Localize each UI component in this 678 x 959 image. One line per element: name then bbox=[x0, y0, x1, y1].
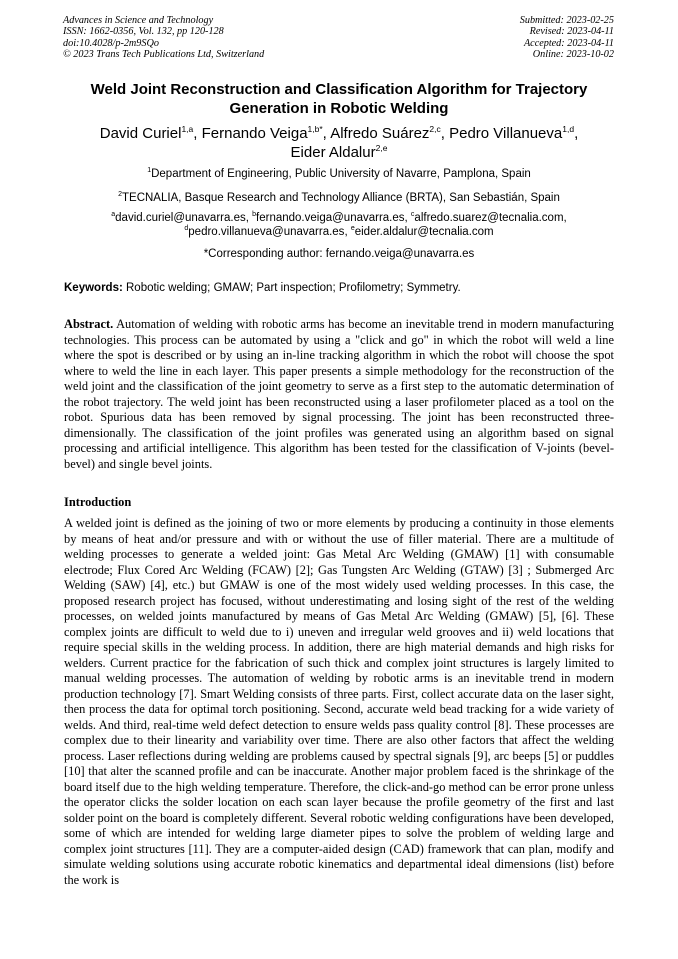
email-link[interactable]: eider.aldalur@tecnalia.com bbox=[354, 226, 494, 238]
doi-line: doi:10.4028/p-2m9SQo bbox=[63, 37, 159, 49]
paper-title: Weld Joint Reconstruction and Classification Algorithm for Trajectory Generation in Robotic Welding bbox=[90, 81, 588, 117]
author-name: Alfredo Suárez bbox=[330, 125, 430, 142]
email-mark: b bbox=[252, 211, 257, 219]
email-mark: a bbox=[111, 211, 116, 219]
abstract bbox=[64, 317, 614, 472]
section-heading-introduction: Introduction bbox=[64, 495, 132, 509]
author-separator: , bbox=[440, 125, 450, 142]
affiliation-2 bbox=[62, 191, 616, 205]
author-name: David Curiel bbox=[99, 125, 182, 142]
author-list bbox=[62, 124, 616, 162]
author-name: Fernando Veiga bbox=[201, 125, 308, 142]
journal-name: Advances in Science and Technology bbox=[63, 15, 214, 26]
submitted-date: Submitted: 2023-02-25 bbox=[519, 15, 614, 26]
email-link[interactable]: pedro.villanueva@unavarra.es bbox=[188, 226, 345, 238]
author-separator: , bbox=[322, 125, 331, 142]
accepted-date: Accepted: 2023-04-11 bbox=[523, 37, 614, 49]
author-affiliation-mark: 1,b* bbox=[307, 124, 323, 134]
affiliation-text: Department of Engineering, Public University of Navarre, Pamplona, Spain bbox=[151, 168, 531, 180]
author-separator: , bbox=[193, 125, 202, 142]
revised-date: Revised: 2023-04-11 bbox=[529, 26, 614, 38]
email-mark: c bbox=[410, 211, 415, 219]
author-affiliation-mark: 2,c bbox=[429, 124, 441, 134]
author-affiliation-mark: 1,a bbox=[181, 124, 194, 134]
publication-dates bbox=[520, 15, 614, 60]
copyright-line: © 2023 Trans Tech Publications Ltd, Switzerland bbox=[63, 48, 265, 60]
author-affiliation-mark: 1,d bbox=[562, 124, 575, 134]
keywords-line bbox=[64, 281, 614, 295]
abstract-text: Automation of welding with robotic arms has become an inevitable trend in modern manufacturing technologies. This process can be automated by using a "click and go" in which the robot will weld a line where the spot is described or by using an in-line tracking algorithm in which the robot will choose the spot where to weld the line in each layer. This paper presents a simple methodology for the reconstruction of the weld joint and the classification of the joint geometry to serve as a first step to the automatic determination of the robot trajectory. The weld joint has been reconstructed using a laser profilometer placed as a tool on the robot. Spurious data has been removed by signal processing. The joint has been reconstructed three-dimensionally. The classification of the joint profiles was generated using an algorithm based on signal processing and artificial intelligence. This algorithm has been tested for the classification of V-joints (bevel-bevel) and single bevel joints. bbox=[64, 317, 614, 471]
keywords-label: Keywords: bbox=[64, 282, 123, 294]
affiliation-1 bbox=[62, 167, 616, 181]
author-name: Pedro Villanueva bbox=[449, 125, 563, 142]
keywords-text: Robotic welding; GMAW; Part inspection; Profilometry; Symmetry. bbox=[126, 282, 461, 294]
author-name: Eider Aldalur bbox=[290, 144, 376, 161]
author-separator: , bbox=[574, 125, 579, 142]
introduction-body: A welded joint is defined as the joining of two or more elements by producing a continuity in those elements by means of heat and/or pressure and with or without the use of filler material. There are a multitude of welding processes to generate a welded joint: Gas Metal Arc Welding (GMAW) [1] with consumable electrode; Flux Cored Arc Welding (FCAW) [2]; Gas Tungsten Arc Welding (GTAW) [3] ; Submerged Arc Welding (SAW) [4], etc.) but GMAW is one of the most widely used welding processes. In this case, the proposed research project has focused, without underestimating and losing sight of the rest of the welding processes, on welded joints manufactured by means of Gas Metal Arc Welding (GMAW) [5], [6]. These complex joints are difficult to weld due to i) uneven and irregular weld grooves and ii) weld locations that require special skills in the welding process. In addition, there are high material demands and high risks for welders. Current practice for the fabrication of such thick and complex joint structures is largely limited to manual welding processes. The automation of welding by robotic arms is an inevitable trend in modern production technology [7]. Smart Welding consists of three parts. First, collect accurate data on the laser sight, then process the data for optimal torch positioning. Second, accurate weld bead tracking for a wide variety of welds. And third, real-time weld defect detection to ensure welds pass quality control [8]. These processes are complex due to their linearity and variability over time. There are also other factors that affect the welding process. Laser reflections during welding are problems caused by spectral signals [9], arc beeps [5] or puddles [10] that alter the scanned profile and can be inaccurate. Another major problem faced is the shrinkage of the board itself due to the high welding temperature. Therefore, the click-and-go method can be error prone unless the operator clicks the solder location on each scan layer because the profile geometry of the first and last solder point on the board is completely different. Several robotic welding configurations have been developed, some of which are intended for welding large diameter pipes to solve the problem of welding large and complex joint structures [11]. They are a computer-aided design (CAD) framework that can plan, modify and simulate welding solutions using accurate robotic kinematics and departmental ideal dimensions (list) before the work is bbox=[64, 516, 614, 887]
email-link[interactable]: david.curiel@unavarra.es bbox=[115, 212, 246, 224]
corresponding-author: *Corresponding author: fernando.veiga@unavarra.es bbox=[203, 248, 475, 260]
online-date: Online: 2023-10-02 bbox=[532, 48, 614, 60]
journal-info bbox=[63, 15, 264, 60]
email-link[interactable]: alfredo.suarez@tecnalia.com bbox=[414, 212, 564, 224]
affiliation-mark: 1 bbox=[147, 167, 152, 175]
author-affiliation-mark: 2,e bbox=[375, 143, 388, 153]
email-mark: e bbox=[350, 225, 355, 233]
author-emails: $^a$david.curiel@unavarra.es, $^b$fernando.veiga@unavarra.es, $^c$alfredo.suarez@tecnalia.com, $^d$pedro.villanueva@unavarra.es, $^e$eider.aldalur@tecnalia.com bbox=[111, 211, 567, 238]
issn-line: ISSN: 1662-0356, Vol. 132, pp 120-128 bbox=[63, 26, 224, 38]
email-link[interactable]: fernando.veiga@unavarra.es bbox=[256, 212, 405, 224]
abstract-label: Abstract. bbox=[64, 317, 114, 331]
affiliation-text: TECNALIA, Basque Research and Technology Alliance (BRTA), San Sebastián, Spain bbox=[122, 192, 560, 204]
email-mark: d bbox=[184, 225, 189, 233]
affiliation-mark: 2 bbox=[118, 191, 122, 199]
